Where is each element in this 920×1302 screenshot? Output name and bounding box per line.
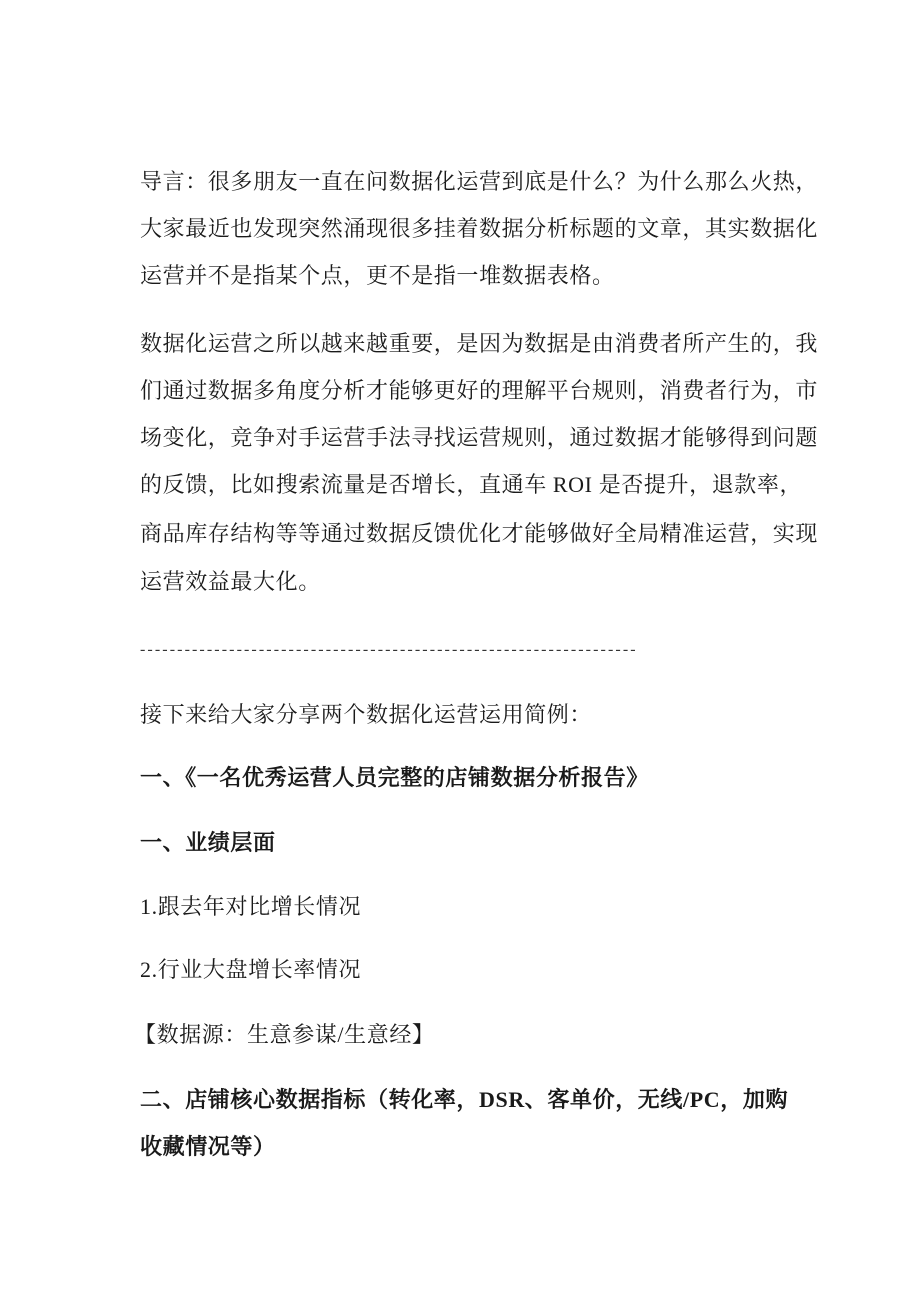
section1-heading: 一、业绩层面 — [140, 830, 276, 855]
intro-line-1: 导言：很多朋友一直在问数据化运营到底是什么？为什么那么火热， — [140, 169, 819, 194]
section2-heading-line-2: 收藏情况等） — [140, 1134, 276, 1159]
paragraph-line: 商品库存结构等等通过数据反馈优化才能够做好全局精准运营，实现 — [140, 521, 819, 546]
paragraph-line: 们通过数据多角度分析才能够更好的理解平台规则，消费者行为，市 — [140, 378, 819, 403]
dashed-divider: ------------------------------------------------------------------- — [140, 641, 638, 658]
intro-line-2: 大家最近也发现突然涌现很多挂着数据分析标题的文章，其实数据化 — [140, 216, 819, 241]
intro-line-3: 运营并不是指某个点，更不是指一堆数据表格。 — [140, 263, 615, 288]
paragraph-line: 的反馈，比如搜索流量是否增长，直通车 ROI 是否提升，退款率， — [140, 472, 803, 497]
data-source-note: 【数据源：生意参谋/生意经】 — [134, 1022, 435, 1047]
report-title: 一、《一名优秀运营人员完整的店铺数据分析报告》 — [140, 765, 649, 790]
share-intro: 接下来给大家分享两个数据化运营运用简例： — [140, 702, 593, 727]
section1-item-1: 1.跟去年对比增长情况 — [140, 894, 362, 919]
section2-heading-line-1: 二、店铺核心数据指标（转化率，DSR、客单价，无线/PC，加购 — [140, 1087, 789, 1112]
section1-item-2: 2.行业大盘增长率情况 — [140, 957, 362, 982]
paragraph-line: 数据化运营之所以越来越重要，是因为数据是由消费者所产生的，我 — [140, 331, 819, 356]
paragraph-line: 运营效益最大化。 — [140, 569, 321, 594]
paragraph-line: 场变化，竞争对手运营手法寻找运营规则，通过数据才能够得到问题 — [140, 425, 819, 450]
